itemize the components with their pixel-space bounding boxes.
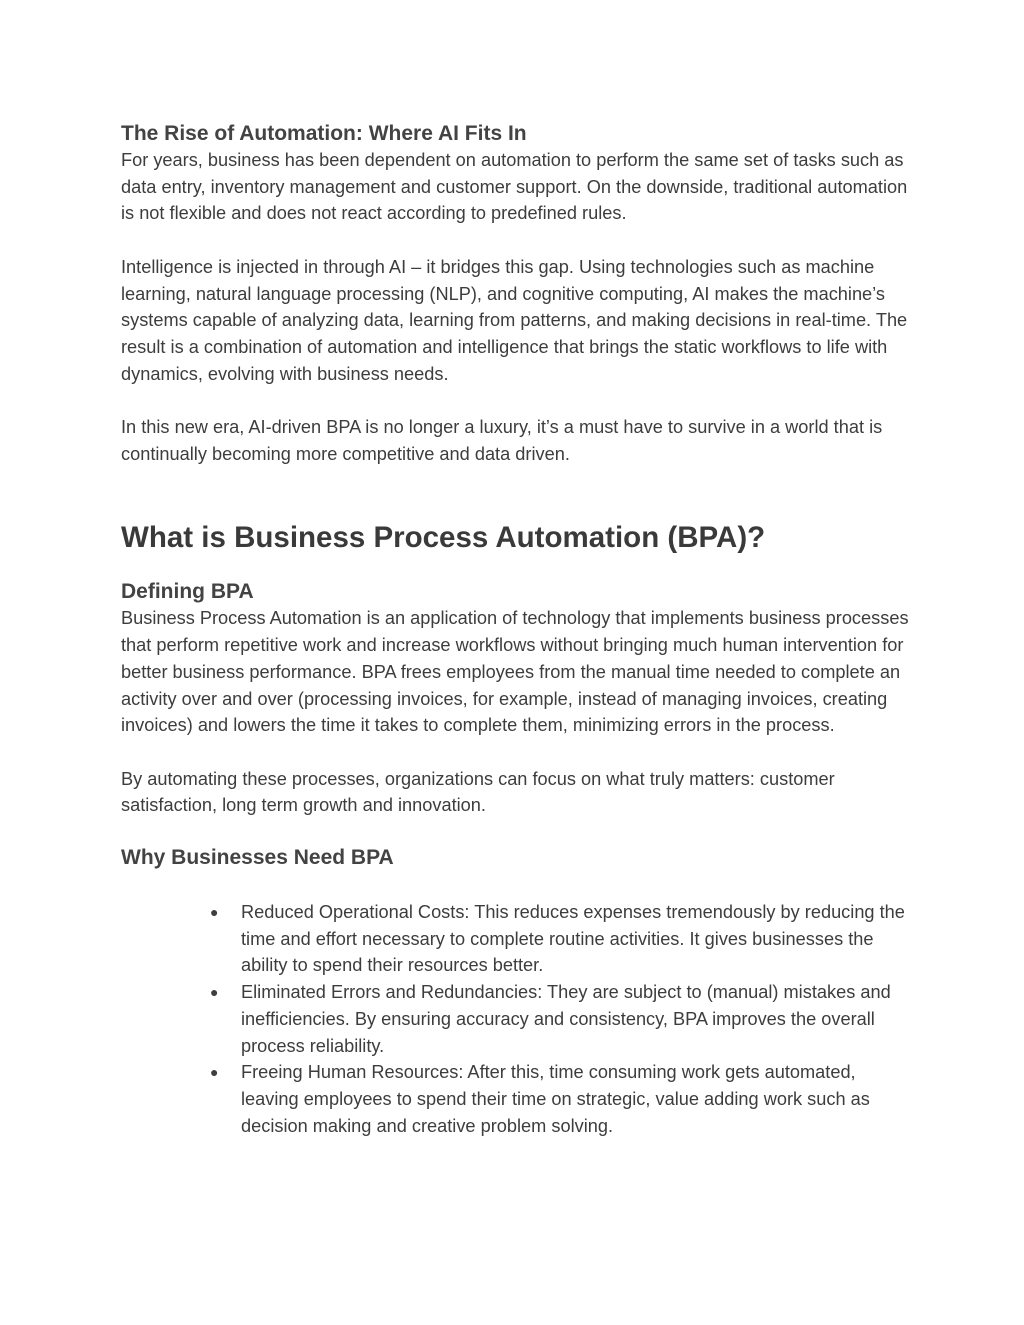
spacer [121,556,911,579]
bullet-icon: ● [210,1064,219,1081]
paragraph: Business Process Automation is an application of technology that implements business processes that perform repetitive work and increase workflows without bringing much human intervention for better business performance. BPA frees employees from the manual time needed to complete an activity over and over (processing invoices, for example, instead of managing invoices, creating invoices) and lowers the time it takes to complete them, minimizing errors in the process. [121,608,909,736]
list-item [210,1059,911,1139]
list-item-text: Freeing Human Resources: After this, time consuming work gets automated, leaving employees to spend their time on strategic, value adding work such as decision making and creative problem solving. [241,1062,870,1136]
bullet-icon: ● [210,984,219,1001]
document-page [121,121,911,1139]
list-item-text: Eliminated Errors and Redundancies: They are subject to (manual) mistakes and inefficiencies. By ensuring accuracy and consistency, BPA improves the overall process reliability. [241,982,891,1056]
spacer [121,739,911,766]
list-item-text: Reduced Operational Costs: This reduces expenses tremendously by reducing the time and effort necessary to complete routine activities. It gives businesses the ability to spend their resources better. [241,902,905,976]
paragraph: By automating these processes, organizations can focus on what truly matters: customer satisfaction, long term growth and innovation. [121,768,835,816]
spacer [121,387,911,414]
paragraph: In this new era, AI-driven BPA is no longer a luxury, it’s a must have to survive in a world that is continually becoming more competitive and data driven. [121,417,883,464]
subheading-defining-bpa: Defining BPA [121,580,254,604]
spacer [121,227,911,254]
bullet-icon: ● [210,904,219,921]
section-heading-rise-of-automation: The Rise of Automation: Where AI Fits In [121,122,527,145]
paragraph: For years, business has been dependent on automation to perform the same set of tasks such as data entry, inventory management and customer support. On the downside, traditional automation is not flexible and does not react according to predefined rules. [121,150,908,224]
bullet-list [121,899,911,1139]
subheading-why-businesses-need-bpa: Why Businesses Need BPA [121,846,394,870]
section-title-what-is-bpa: What is Business Process Automation (BPA)? [121,521,766,555]
spacer [121,467,911,520]
spacer [121,871,911,899]
paragraph: Intelligence is injected in through AI – it bridges this gap. Using technologies such as machine learning, natural language processing (NLP), and cognitive computing, AI makes the machine’s systems capable of analyzing data, learning from patterns, and making decisions in real-time. The result is a combination of automation and intelligence that brings the static workflows to life with dynamics, evolving with business needs. [121,256,908,384]
list-item [210,899,911,979]
spacer [121,819,911,845]
list-item [210,979,911,1059]
